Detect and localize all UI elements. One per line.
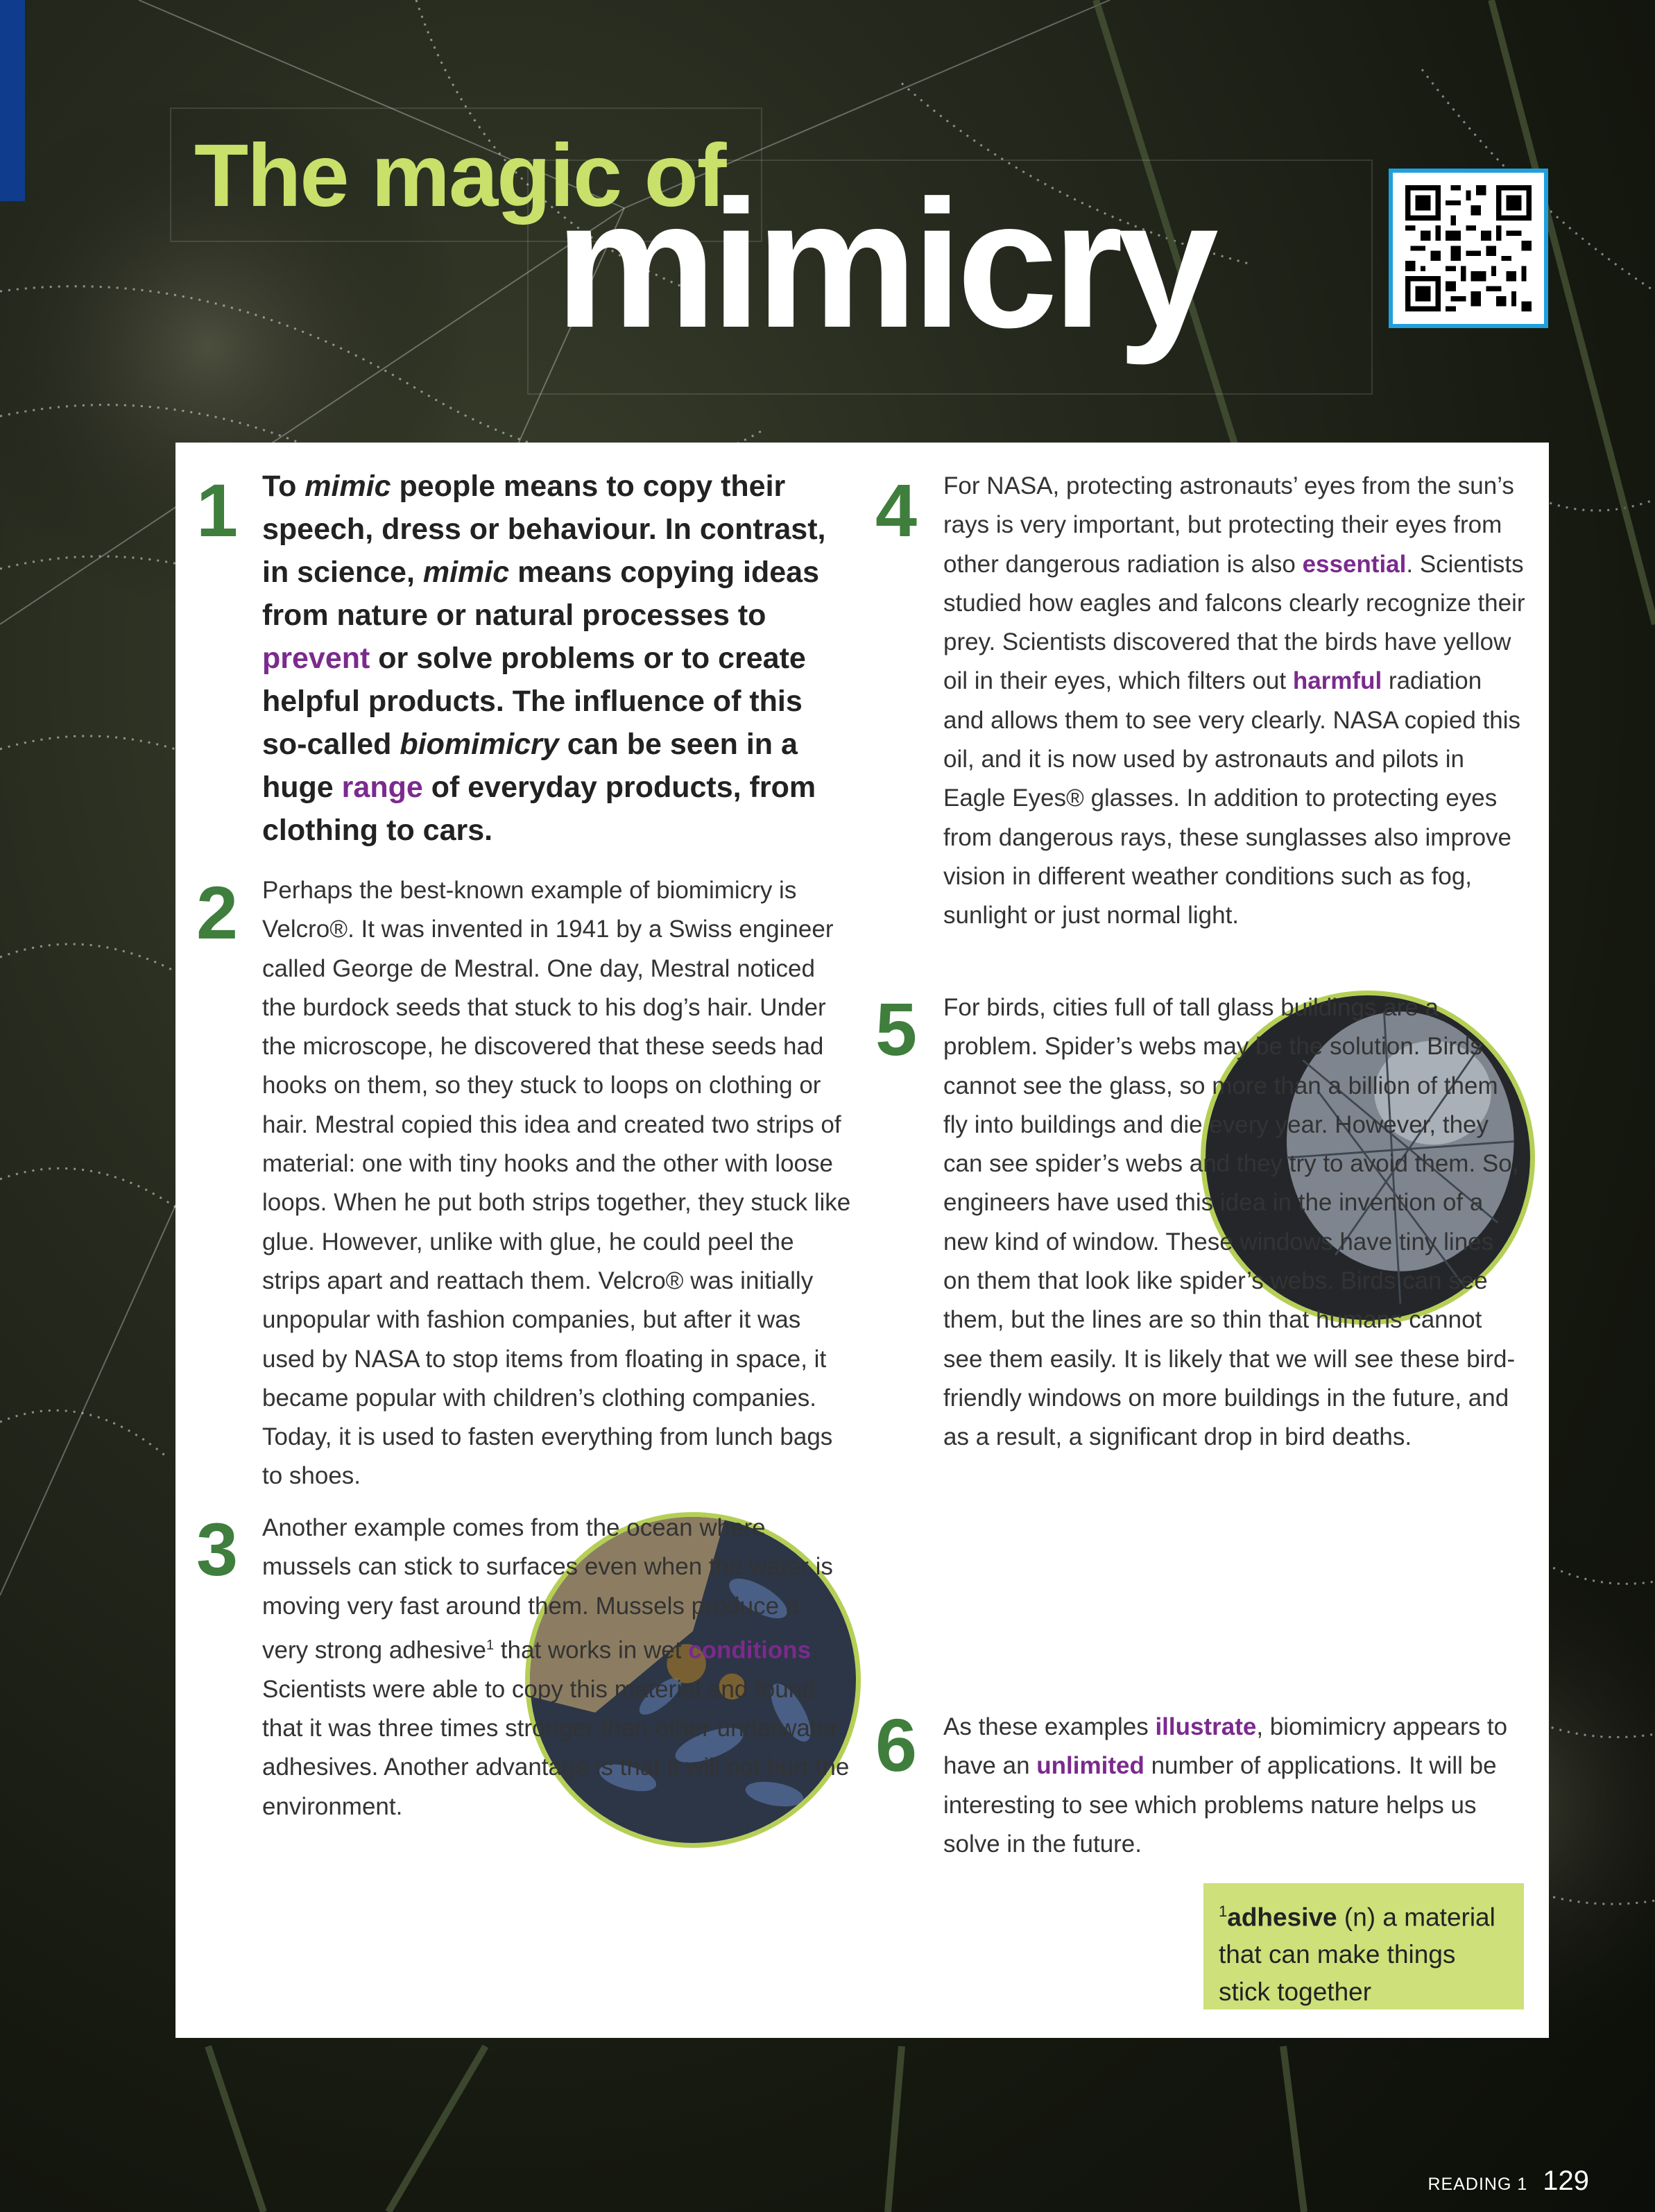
paragraph-1 bbox=[262, 465, 845, 852]
text-run: can be seen in a huge bbox=[262, 728, 798, 804]
text-run: that works in wet bbox=[494, 1636, 689, 1664]
section-label: READING 1 bbox=[1427, 2175, 1528, 2194]
keyword: prevent bbox=[262, 642, 370, 675]
text-run: Perhaps the best-known example of biomimicry is Velcro®. It was invented in 1941 by a Swiss engineer called George de Mestral. One day, Mestral noticed the burdock seeds that stuck to his dog’s hair. Under the microscope, he discovered that these seeds had hooks on them, so they stuck to loops on clothing or hair. Mestral copied this idea and created two strips of material: one with tiny hooks and the other with loose loops. When he put both strips together, they stuck like glue. However, unlike with glue, he could peel the strips apart and reattach them. Velcro® was initially unpopular with fashion companies, but after it was used by NASA to stop items from floating in space, it became popular with children’s clothing companies. Today, it is used to fasten everything from lunch bags to shoes. bbox=[262, 877, 851, 1490]
keyword: conditions bbox=[688, 1636, 812, 1664]
footnote-marker: 1 bbox=[1219, 1903, 1228, 1920]
paragraph-3 bbox=[262, 1509, 852, 1826]
text-run: or solve problems or to create helpful products. The influence of this so-called bbox=[262, 642, 806, 761]
text-run: number of applications. It will be interesting to see which problems nature helps us solve in the future. bbox=[943, 1752, 1497, 1858]
keyword: range bbox=[341, 771, 423, 804]
text-run: For birds, cities full of tall glass buildings are a problem. Spider’s webs may be the solution. Birds cannot see the glass, so more than a billion of them fly into buildings and die every year. However, they can see spider’s webs and they try to avoid them. So, engineers have used this idea in the invention of a new kind of window. These windows have tiny lines on them that look like spider’s webs. Birds can see them, but the lines are so thin that humans cannot see them easily. It is likely that we will see these bird-friendly windows on more buildings in the future, and as a result, a significant drop in bird deaths. bbox=[943, 994, 1519, 1451]
title-line-2: mimicry bbox=[555, 162, 1213, 366]
paragraph-number: 2 bbox=[196, 871, 239, 954]
chapter-tab bbox=[0, 0, 25, 201]
paragraph-number: 4 bbox=[875, 468, 918, 552]
text-run: Another example comes from the ocean where mussels can stick to surfaces even when the water is moving very fast around them. Mussels produce a very strong adhesive bbox=[262, 1514, 833, 1664]
italic-term: mimic bbox=[422, 556, 510, 589]
text-run: . Scientists were able to copy this material and found that it was three times stronger than other underwater adhesives. Another advantage is that it will not hurt the environment. bbox=[262, 1636, 850, 1820]
italic-term: biomimicry bbox=[400, 728, 559, 761]
footnote-definition: (n) a material that can make things stick together bbox=[1219, 1903, 1495, 2007]
paragraph-number: 3 bbox=[196, 1507, 239, 1591]
italic-term: mimic bbox=[305, 470, 391, 503]
page-number: 129 bbox=[1543, 2166, 1589, 2196]
text-run: . Scientists studied how eagles and falcons clearly recognize their prey. Scientists discovered that the birds have yellow oil in their eyes, which filters out bbox=[943, 550, 1525, 695]
paragraph-number: 5 bbox=[875, 987, 918, 1071]
keyword: essential bbox=[1302, 550, 1407, 578]
footnote-box bbox=[1203, 1883, 1524, 2009]
page-footer bbox=[1427, 2166, 1589, 2197]
keyword: harmful bbox=[1292, 667, 1382, 695]
footnote-ref: 1 bbox=[486, 1637, 495, 1653]
keyword: unlimited bbox=[1036, 1752, 1144, 1780]
text-run: To bbox=[262, 470, 305, 503]
paragraph-5 bbox=[943, 988, 1526, 1457]
text-run: means copying ideas from nature or natural processes to bbox=[262, 556, 820, 632]
paragraph-4 bbox=[943, 467, 1526, 936]
text-run: As these examples bbox=[943, 1713, 1156, 1740]
text-run: radiation and allows them to see very clearly. NASA copied this oil, and it is now used by astronauts and pilots in Eagle Eyes® glasses. In addition to protecting eyes from dangerous rays, these sunglasses also improve vision in different weather conditions such as fog, sunlight or just normal light. bbox=[943, 667, 1520, 929]
paragraph-number: 6 bbox=[875, 1703, 918, 1787]
title-line-1: The magic of bbox=[194, 126, 726, 225]
paragraph-number: 1 bbox=[196, 468, 239, 552]
keyword: illustrate bbox=[1155, 1713, 1257, 1740]
text-run: people means to copy their speech, dress or behaviour. In contrast, in science, bbox=[262, 470, 826, 589]
qr-code-icon[interactable] bbox=[1389, 169, 1548, 328]
text-run: of everyday products, from clothing to cars. bbox=[262, 771, 816, 847]
paragraph-2 bbox=[262, 871, 852, 1496]
text-run: For NASA, protecting astronauts’ eyes from the sun’s rays is very important, but protecting their eyes from other dangerous radiation is also bbox=[943, 472, 1514, 578]
paragraph-6 bbox=[943, 1708, 1526, 1864]
text-run: , biomimicry appears to have an bbox=[943, 1713, 1508, 1780]
footnote-term: adhesive bbox=[1227, 1903, 1337, 1932]
